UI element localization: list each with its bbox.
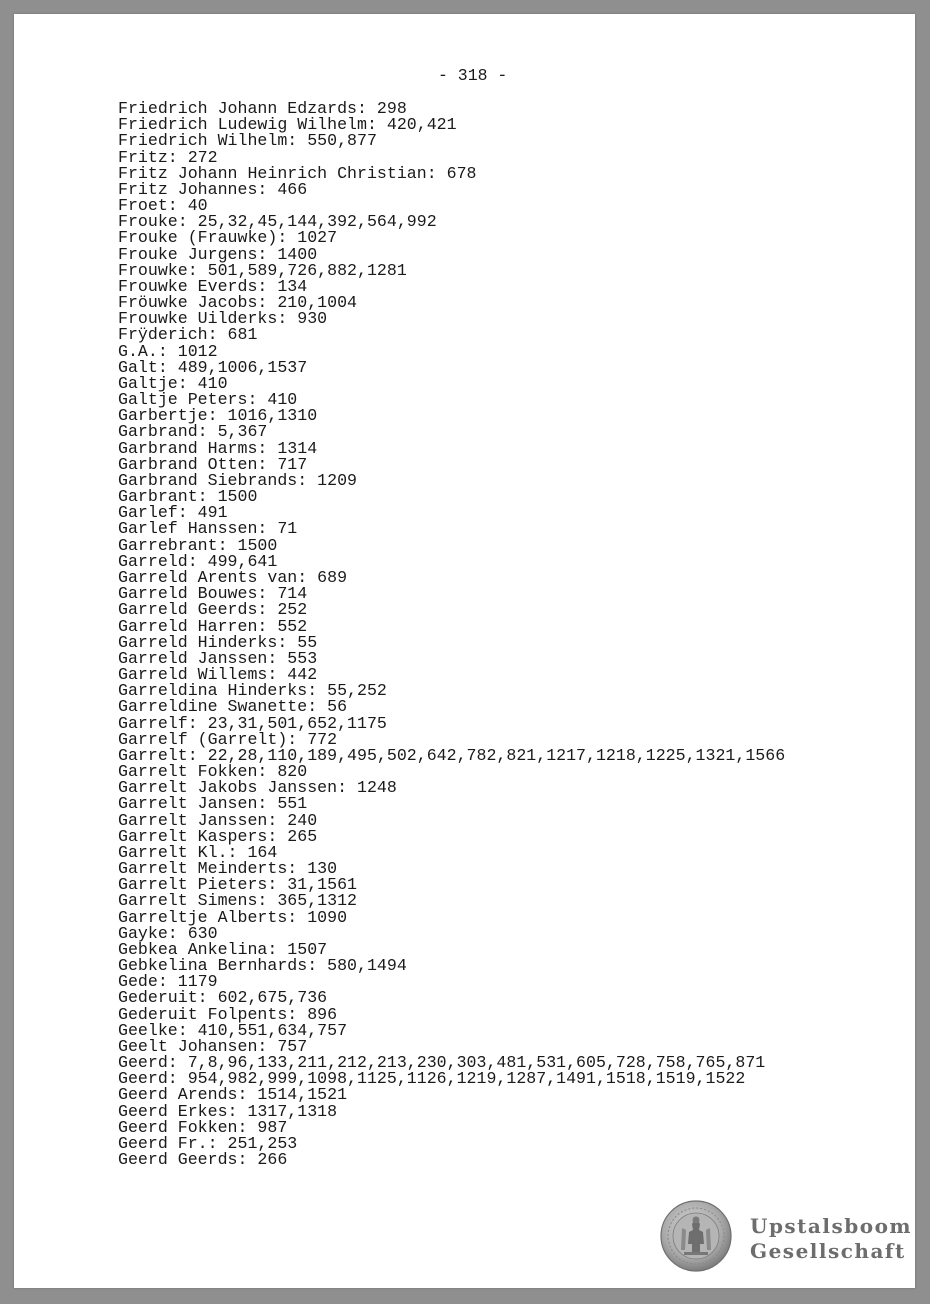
index-entry: Garreltje Alberts: 1090 bbox=[118, 907, 348, 927]
index-entry: Geelke: 410,551,634,757 bbox=[118, 1020, 348, 1040]
index-entry: Geerd: 954,982,999,1098,1125,1126,1219,1287,1491,1518,1519,1522 bbox=[118, 1069, 746, 1089]
index-entry: Garlef: 491 bbox=[118, 503, 228, 523]
index-entry: Galt: 489,1006,1537 bbox=[118, 357, 308, 377]
index-entry: Garrelf (Garrelt): 772 bbox=[118, 729, 338, 749]
index-entry: Froet: 40 bbox=[118, 196, 208, 216]
index-entry: Garreld Willems: 442 bbox=[118, 665, 318, 685]
index-entry: Galtje: 410 bbox=[118, 373, 228, 393]
index-entry: Garbrand Siebrands: 1209 bbox=[118, 470, 357, 490]
index-entry: Geerd Fokken: 987 bbox=[118, 1117, 288, 1137]
index-entry: Garbertje: 1016,1310 bbox=[118, 406, 318, 426]
index-entry: Galtje Peters: 410 bbox=[118, 390, 298, 410]
index-entry: Garrelt Jansen: 551 bbox=[118, 794, 308, 814]
index-entry: Garreld Arents van: 689 bbox=[118, 567, 348, 587]
index-entry: Garlef Hanssen: 71 bbox=[118, 519, 298, 539]
index-entry: Garrelt Meinderts: 130 bbox=[118, 859, 338, 879]
index-entry: Gayke: 630 bbox=[118, 923, 218, 943]
name-index-list bbox=[118, 101, 785, 1168]
index-entry: Garbrant: 1500 bbox=[118, 487, 258, 507]
index-entry: Garrelt Jakobs Janssen: 1248 bbox=[118, 778, 397, 798]
index-entry: Geerd: 7,8,96,133,211,212,213,230,303,481,531,605,728,758,765,871 bbox=[118, 1053, 766, 1073]
index-entry: Garrebrant: 1500 bbox=[118, 535, 278, 555]
index-entry: Frouke (Frauwke): 1027 bbox=[118, 228, 338, 248]
index-entry: Friedrich Wilhelm: 550,877 bbox=[118, 131, 377, 151]
index-entry: Gederuit: 602,675,736 bbox=[118, 988, 328, 1008]
index-entry: Garrelt: 22,28,110,189,495,502,642,782,821,1217,1218,1225,1321,1566 bbox=[118, 745, 786, 765]
index-entry: Garrelf: 23,31,501,652,1175 bbox=[118, 713, 387, 733]
society-logo-text bbox=[750, 1214, 912, 1264]
index-entry: Garrelt Simens: 365,1312 bbox=[118, 891, 357, 911]
index-entry: Geelt Johansen: 757 bbox=[118, 1036, 308, 1056]
index-entry: Garbrand Otten: 717 bbox=[118, 454, 308, 474]
index-entry: Gederuit Folpents: 896 bbox=[118, 1004, 338, 1024]
index-entry: Garrelt Pieters: 31,1561 bbox=[118, 875, 357, 895]
index-entry: Garbrand Harms: 1314 bbox=[118, 438, 318, 458]
index-entry: G.A.: 1012 bbox=[118, 341, 218, 361]
index-entry: Garrelt Kaspers: 265 bbox=[118, 826, 318, 846]
index-entry: Frouke: 25,32,45,144,392,564,992 bbox=[118, 212, 437, 232]
index-entry: Friedrich Ludewig Wilhelm: 420,421 bbox=[118, 115, 457, 135]
index-entry: Geerd Arends: 1514,1521 bbox=[118, 1085, 348, 1105]
society-name-line2: Gesellschaft bbox=[750, 1239, 906, 1263]
index-entry: Garreldine Swanette: 56 bbox=[118, 697, 348, 717]
index-entry: Garreld Geerds: 252 bbox=[118, 600, 308, 620]
index-entry: Frÿderich: 681 bbox=[118, 325, 258, 345]
index-entry: Garreld Hinderks: 55 bbox=[118, 632, 318, 652]
index-entry: Garreld Bouwes: 714 bbox=[118, 584, 308, 604]
index-entry: Geerd Fr.: 251,253 bbox=[118, 1134, 298, 1153]
index-entry: Fritz Johann Heinrich Christian: 678 bbox=[118, 163, 477, 183]
index-entry: Garrelt Janssen: 240 bbox=[118, 810, 318, 830]
society-name-line1: Upstalsboom bbox=[750, 1214, 913, 1238]
index-entry: Frouwke Everds: 134 bbox=[118, 276, 308, 296]
index-entry: Frouwke Uilderks: 930 bbox=[118, 309, 328, 329]
index-entry: Frouwke: 501,589,726,882,1281 bbox=[118, 260, 407, 280]
index-entry: Garreld Harren: 552 bbox=[118, 616, 308, 636]
index-entry: Geerd Geerds: 266 bbox=[118, 1150, 288, 1170]
index-entry: Gede: 1179 bbox=[118, 972, 218, 992]
page-number: - 318 - bbox=[438, 66, 508, 85]
index-entry: Friedrich Johann Edzards: 298 bbox=[118, 99, 407, 118]
society-seal-icon bbox=[660, 1200, 732, 1272]
index-entry: Garrelt Kl.: 164 bbox=[118, 842, 278, 862]
index-entry: Gebkea Ankelina: 1507 bbox=[118, 939, 328, 959]
index-entry: Fritz Johannes: 466 bbox=[118, 179, 308, 199]
index-entry: Gebkelina Bernhards: 580,1494 bbox=[118, 956, 407, 976]
index-entry: Garreld Janssen: 553 bbox=[118, 648, 318, 668]
index-entry: Fritz: 272 bbox=[118, 147, 218, 167]
index-entry: Garbrand: 5,367 bbox=[118, 422, 268, 442]
index-entry: Geerd Erkes: 1317,1318 bbox=[118, 1101, 338, 1121]
index-entry: Garrelt Fokken: 820 bbox=[118, 762, 308, 782]
index-entry: Garreldina Hinderks: 55,252 bbox=[118, 681, 387, 701]
index-entry: Frouke Jurgens: 1400 bbox=[118, 244, 318, 264]
index-entry: Garreld: 499,641 bbox=[118, 551, 278, 571]
index-entry: Fröuwke Jacobs: 210,1004 bbox=[118, 293, 357, 313]
